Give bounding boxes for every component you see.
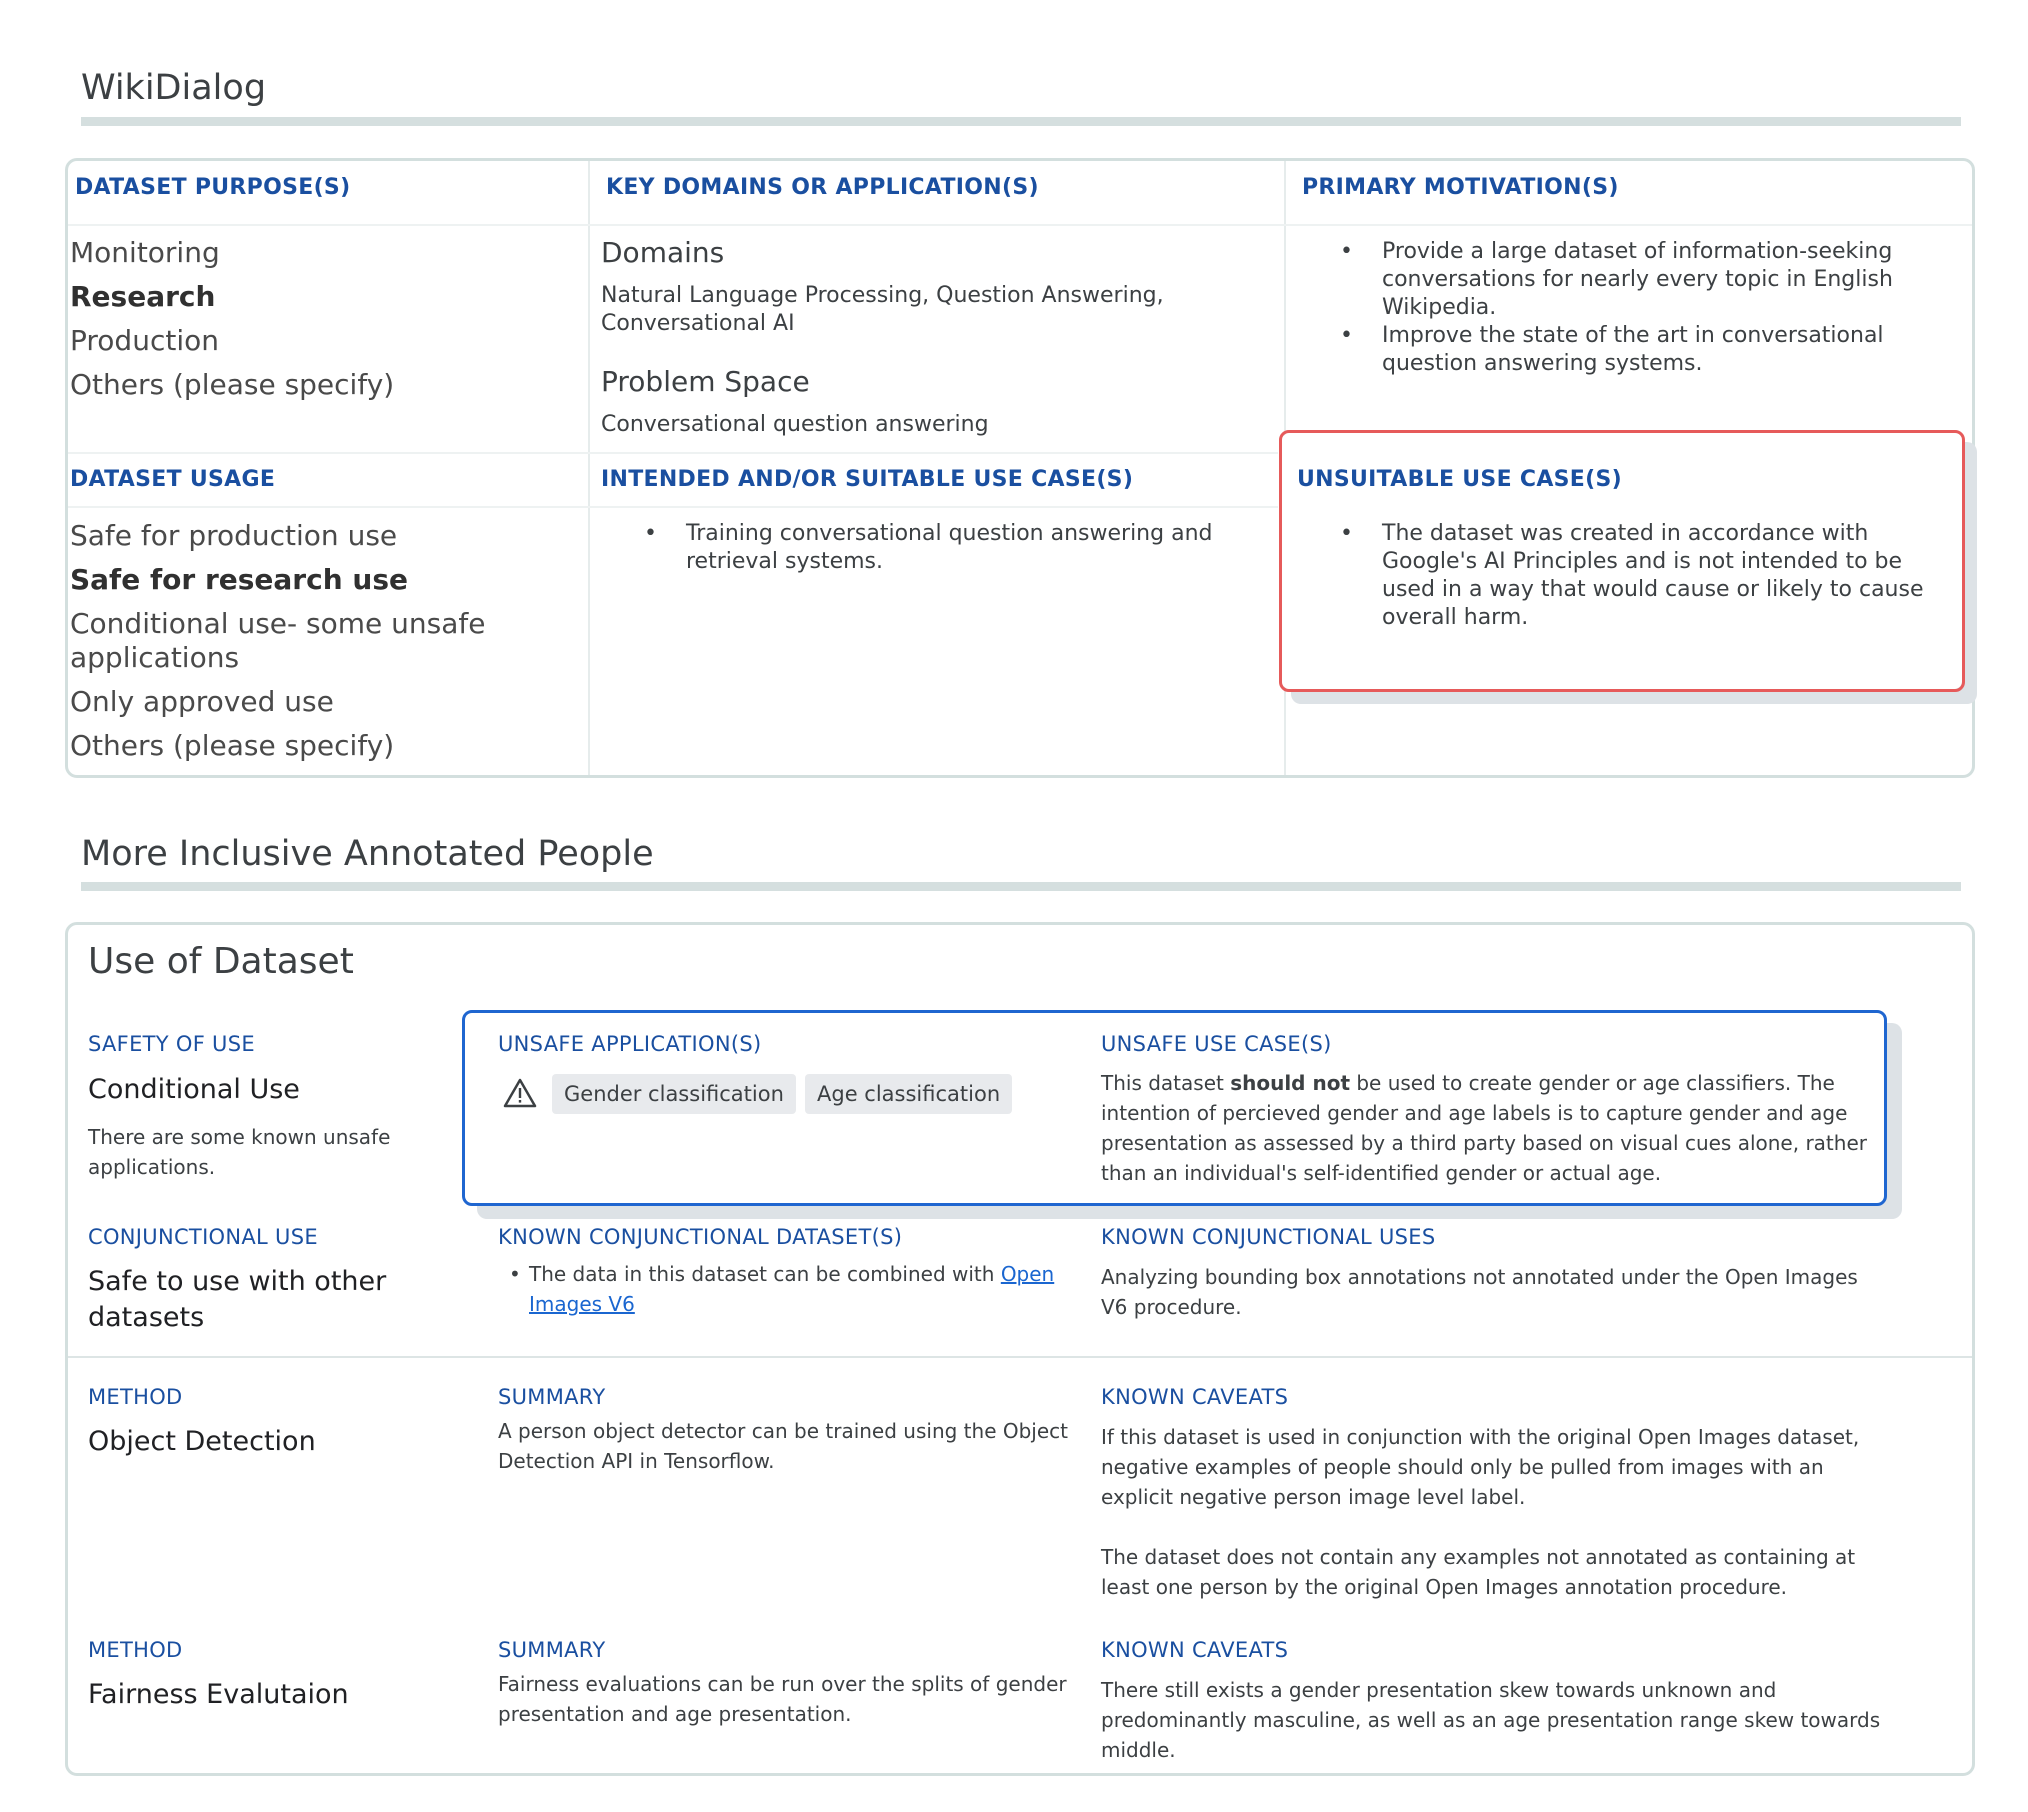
summary-text: A person object detector can be trained using the Object Detection API in Tensorflow.	[498, 1419, 1068, 1473]
usage-option: Only approved use	[70, 685, 334, 718]
known-conjunctional-uses-label: KNOWN CONJUNCTIONAL USES	[1101, 1225, 1436, 1249]
unsafe-use-cases-text: This dataset should not be used to create gender or age classifiers. The intention of percieved gender and age labels is to capture gender and age presentation as assessed by a third party based on visual cues alone, rather than an individual's self-identified gender or actual age.	[1101, 1071, 1867, 1185]
summary-text: Fairness evaluations can be run over the splits of gender presentation and age presentation.	[498, 1672, 1067, 1726]
card-title: Use of Dataset	[88, 941, 354, 982]
conjunctional-use-label: CONJUNCTIONAL USE	[88, 1225, 318, 1249]
purpose-option: Production	[70, 324, 219, 357]
method-label: METHOD	[88, 1638, 183, 1662]
header-primary-motivation: PRIMARY MOTIVATION(S)	[1302, 175, 1619, 200]
purpose-option: Monitoring	[70, 236, 220, 269]
row-divider	[68, 452, 1278, 454]
unsafe-applications-label: UNSAFE APPLICATION(S)	[498, 1032, 762, 1056]
known-conjunctional-datasets-label: KNOWN CONJUNCTIONAL DATASET(S)	[498, 1225, 903, 1249]
known-caveats-label: KNOWN CAVEATS	[1101, 1385, 1289, 1409]
header-intended-use-cases: INTENDED AND/OR SUITABLE USE CASE(S)	[601, 467, 1134, 492]
list-item: • Improve the state of the art in conversational question answering systems.	[1340, 323, 1884, 376]
usage-option: Safe for production use	[70, 519, 398, 552]
unsafe-application-chip: Gender classification	[552, 1074, 796, 1114]
header-dataset-purpose: DATASET PURPOSE(S)	[75, 175, 351, 200]
row-divider	[68, 1356, 1972, 1358]
section-divider	[81, 882, 1961, 891]
method-value: Object Detection	[88, 1426, 316, 1457]
method-label: METHOD	[88, 1385, 183, 1409]
known-caveats-label: KNOWN CAVEATS	[1101, 1638, 1289, 1662]
row-divider	[68, 506, 1278, 508]
row-divider	[68, 224, 1972, 226]
known-caveats-text: There still exists a gender presentation skew towards unknown and predominantly masculine, as well as an age presentation range skew towards middle.	[1101, 1678, 1881, 1762]
summary-label: SUMMARY	[498, 1638, 606, 1662]
known-caveats-text: The dataset does not contain any examples not annotated as containing at least one person by the original Open Images annotation procedure.	[1101, 1545, 1856, 1599]
open-images-link[interactable]: Open Images V6	[529, 1262, 1055, 1316]
known-caveats-text: If this dataset is used in conjunction with the original Open Images dataset, negative examples of people should only be pulled from images with an explicit negative person image level label.	[1101, 1425, 1860, 1509]
motivation-list	[1340, 238, 1922, 378]
summary-label: SUMMARY	[498, 1385, 606, 1409]
safety-of-use-description: There are some known unsafe applications.	[88, 1125, 391, 1179]
section-divider	[81, 117, 1961, 126]
domains-text: Natural Language Processing, Question Answering, Conversational AI	[601, 283, 1164, 336]
purpose-option-selected: Research	[70, 280, 216, 313]
known-conjunctional-datasets-text: • The data in this dataset can be combined with Open Images V6	[509, 1262, 1055, 1316]
usage-option: Conditional use- some unsafe applications	[70, 607, 486, 674]
safety-of-use-value: Conditional Use	[88, 1074, 300, 1105]
conjunctional-use-value: Safe to use with other datasets	[88, 1266, 387, 1333]
purpose-option: Others (please specify)	[70, 368, 395, 401]
header-dataset-usage: DATASET USAGE	[70, 467, 276, 492]
warning-triangle-icon	[503, 1078, 537, 1108]
usage-option-selected: Safe for research use	[70, 563, 408, 596]
domains-label: Domains	[601, 236, 725, 269]
usage-option: Others (please specify)	[70, 729, 395, 762]
unsafe-application-chip: Age classification	[805, 1074, 1012, 1114]
list-item: • The dataset was created in accordance with Google's AI Principles and is not intended to be used in a way that would cause or likely to cause overall harm.	[1340, 521, 1924, 630]
method-value: Fairness Evalutaion	[88, 1679, 349, 1710]
header-key-domains: KEY DOMAINS OR APPLICATION(S)	[606, 175, 1039, 200]
safety-of-use-label: SAFETY OF USE	[88, 1032, 255, 1056]
highlight-box-unsuitable	[1279, 430, 1965, 692]
intended-use-list	[644, 520, 1246, 576]
section-title-miap: More Inclusive Annotated People	[81, 834, 654, 874]
section-title-wikidialog: WikiDialog	[81, 68, 267, 108]
list-item: • Training conversational question answering and retrieval systems.	[644, 521, 1213, 574]
header-unsuitable-use-cases: UNSUITABLE USE CASE(S)	[1297, 467, 1622, 492]
unsafe-use-cases-label: UNSAFE USE CASE(S)	[1101, 1032, 1332, 1056]
problem-space-label: Problem Space	[601, 365, 810, 398]
list-item: • Provide a large dataset of information-seeking conversations for nearly every topic in English Wikipedia.	[1340, 239, 1893, 320]
column-divider	[588, 161, 590, 775]
known-conjunctional-uses-text: Analyzing bounding box annotations not annotated under the Open Images V6 procedure.	[1101, 1265, 1858, 1319]
problem-space-text: Conversational question answering	[601, 412, 989, 437]
